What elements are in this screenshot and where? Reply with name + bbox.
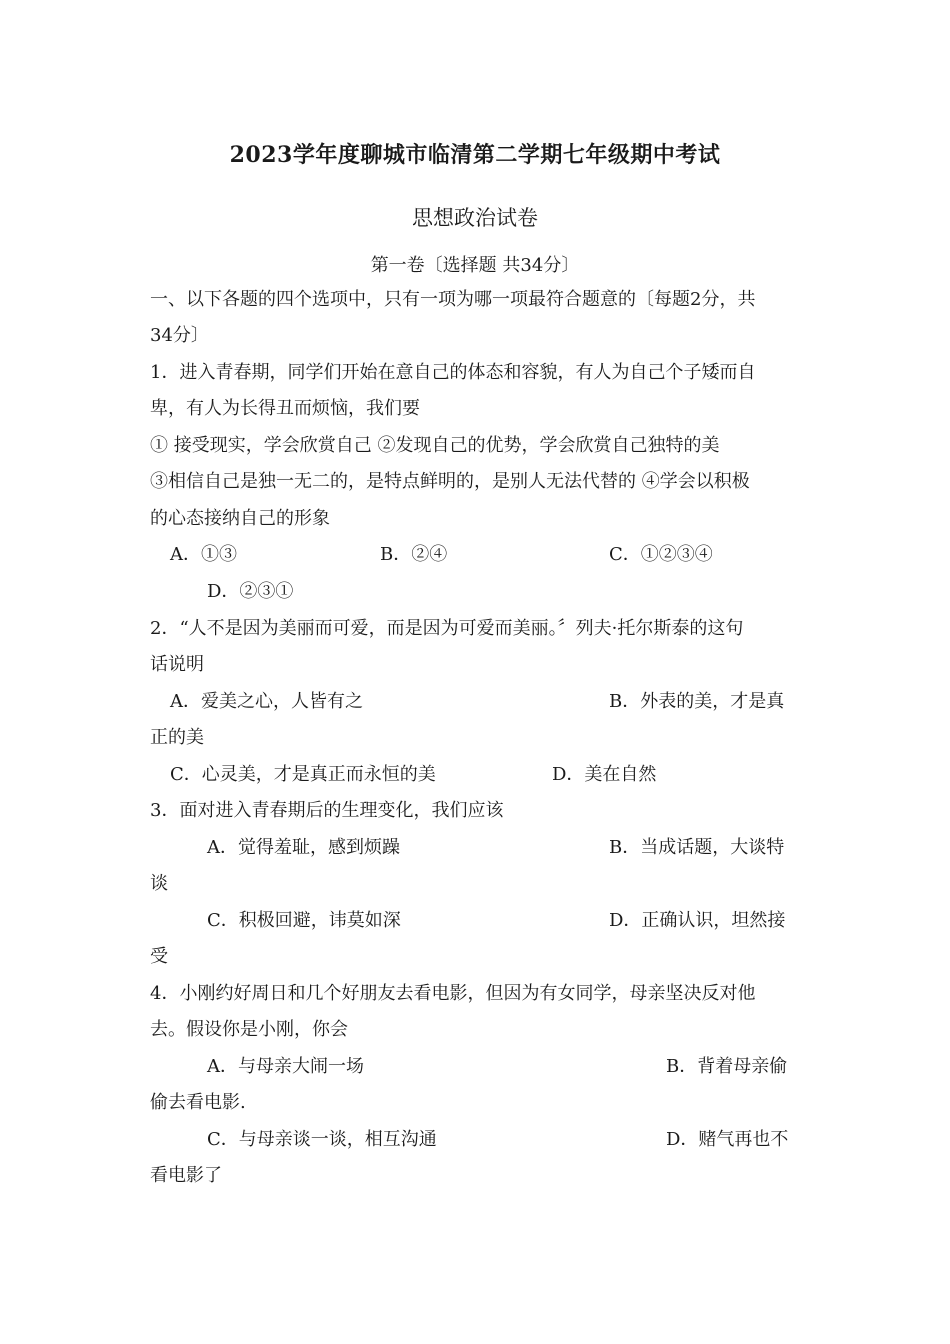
q4-stem-line-2: 去。假设你是小刚，你会	[150, 1019, 348, 1040]
q4-option-a: A．与母亲大闹一场	[207, 1056, 364, 1077]
q2-option-c: C．心灵美，才是真正而永恒的美	[170, 764, 436, 785]
exam-subtitle: 思想政治试卷	[412, 206, 538, 230]
part-heading: 第一卷〔选择题 共34分〕	[370, 255, 580, 276]
q2-option-d: D．美在自然	[552, 764, 657, 785]
exam-title: 2023学年度聊城市临清第二学期七年级期中考试	[229, 142, 721, 168]
q1-stem-line-2: 卑，有人为长得丑而烦恼，我们要	[150, 398, 420, 419]
q3-stem: 3．面对进入青春期后的生理变化，我们应该	[150, 800, 504, 821]
q1-option-b: B．②④	[380, 544, 448, 565]
q4-option-d-continued: 看电影了	[150, 1165, 222, 1186]
q1-option-a: A．①③	[170, 544, 237, 565]
q1-statements-line-1: ① 接受现实，学会欣赏自己 ②发现自己的优势，学会欣赏自己独特的美	[150, 435, 720, 456]
q3-option-c: C．积极回避，讳莫如深	[207, 910, 401, 931]
q2-stem-line-2: 话说明	[150, 654, 204, 675]
q1-option-d: D．②③①	[207, 581, 294, 602]
section-instruction-line-1: 一、以下各题的四个选项中，只有一项为哪一项最符合题意的〔每题2分，共	[150, 289, 756, 310]
q3-option-a: A．觉得羞耻，感到烦躁	[207, 837, 400, 858]
q2-option-a: A．爱美之心，人皆有之	[170, 691, 363, 712]
q3-option-d-continued: 受	[150, 946, 168, 967]
q1-statements-line-2: ③相信自己是独一无二的，是特点鲜明的，是别人无法代替的 ④学会以积极	[150, 471, 750, 492]
q2-option-b-continued: 正的美	[150, 727, 204, 748]
q3-option-b: B．当成话题，大谈特	[609, 837, 785, 858]
q3-option-d: D．正确认识，坦然接	[609, 910, 786, 931]
q4-option-c: C．与母亲谈一谈，相互沟通	[207, 1129, 437, 1150]
q4-option-b-continued: 偷去看电影.	[150, 1092, 246, 1113]
q1-option-c: C．①②③④	[609, 544, 713, 565]
section-instruction-line-2: 34分〕	[150, 325, 209, 346]
q4-option-b: B．背着母亲偷	[666, 1056, 788, 1077]
q2-option-b: B．外表的美，才是真	[609, 691, 785, 712]
q4-stem-line-1: 4．小刚约好周日和几个好朋友去看电影，但因为有女同学，母亲坚决反对他	[150, 983, 756, 1004]
q1-stem-line-1: 1．进入青春期，同学们开始在意自己的体态和容貌，有人为自己个子矮而自	[150, 362, 756, 383]
q3-option-b-continued: 谈	[150, 873, 168, 894]
q2-stem-line-1: 2．“人不是因为美丽而可爱，而是因为可爱而美丽。〞列夫·托尔斯泰的这句	[150, 618, 744, 639]
q4-option-d: D．赌气再也不	[666, 1129, 789, 1150]
q1-statements-line-3: 的心态接纳自己的形象	[150, 508, 330, 529]
